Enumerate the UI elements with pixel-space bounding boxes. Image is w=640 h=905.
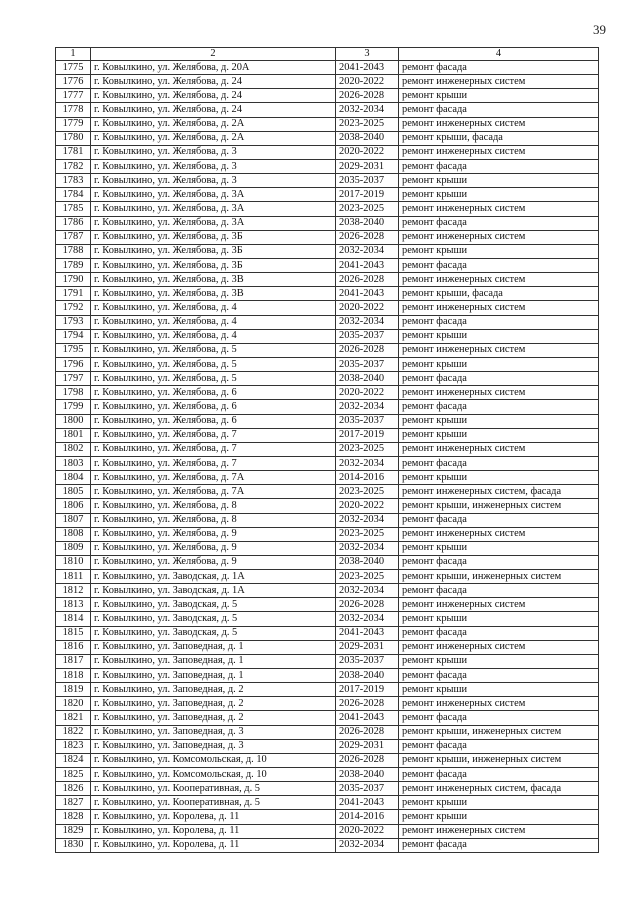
address-cell: г. Ковылкино, ул. Королева, д. 11 — [91, 824, 336, 838]
work-type-cell: ремонт крыши — [399, 428, 599, 442]
work-type-cell: ремонт инженерных систем — [399, 145, 599, 159]
row-number: 1822 — [56, 725, 91, 739]
table-row — [56, 202, 599, 216]
row-number: 1811 — [56, 570, 91, 584]
work-type-cell: ремонт фасада — [399, 456, 599, 470]
work-type-cell: ремонт фасада — [399, 258, 599, 272]
table-row — [56, 273, 599, 287]
row-number: 1798 — [56, 386, 91, 400]
table-header — [56, 48, 599, 61]
address-cell: г. Ковылкино, ул. Королева, д. 11 — [91, 838, 336, 852]
work-type-cell: ремонт фасада — [399, 372, 599, 386]
address-cell: г. Ковылкино, ул. Желябова, д. 20А — [91, 61, 336, 75]
period-cell: 2038-2040 — [336, 216, 399, 230]
row-number: 1814 — [56, 612, 91, 626]
table-row — [56, 768, 599, 782]
row-number: 1820 — [56, 697, 91, 711]
row-number: 1793 — [56, 315, 91, 329]
row-number: 1780 — [56, 131, 91, 145]
period-cell: 2035-2037 — [336, 782, 399, 796]
period-cell: 2026-2028 — [336, 753, 399, 767]
period-cell: 2032-2034 — [336, 315, 399, 329]
period-cell: 2035-2037 — [336, 654, 399, 668]
table-row — [56, 301, 599, 315]
address-cell: г. Ковылкино, ул. Желябова, д. 24 — [91, 103, 336, 117]
address-cell: г. Ковылкино, ул. Заводская, д. 5 — [91, 612, 336, 626]
period-cell: 2035-2037 — [336, 329, 399, 343]
row-number: 1803 — [56, 456, 91, 470]
address-cell: г. Ковылкино, ул. Заводская, д. 5 — [91, 598, 336, 612]
table-row — [56, 372, 599, 386]
period-cell: 2038-2040 — [336, 669, 399, 683]
address-cell: г. Ковылкино, ул. Заповедная, д. 2 — [91, 683, 336, 697]
repair-schedule-table — [55, 47, 599, 853]
address-cell: г. Ковылкино, ул. Королева, д. 11 — [91, 810, 336, 824]
address-cell: г. Ковылкино, ул. Заповедная, д. 3 — [91, 725, 336, 739]
work-type-cell: ремонт инженерных систем — [399, 117, 599, 131]
table-row — [56, 612, 599, 626]
row-number: 1777 — [56, 89, 91, 103]
period-cell: 2020-2022 — [336, 75, 399, 89]
address-cell: г. Ковылкино, ул. Желябова, д. 2А — [91, 117, 336, 131]
row-number: 1815 — [56, 626, 91, 640]
period-cell: 2035-2037 — [336, 357, 399, 371]
period-cell: 2038-2040 — [336, 372, 399, 386]
work-type-cell: ремонт крыши — [399, 244, 599, 258]
table-row — [56, 456, 599, 470]
table-row — [56, 329, 599, 343]
period-cell: 2026-2028 — [336, 343, 399, 357]
table-row — [56, 782, 599, 796]
row-number: 1801 — [56, 428, 91, 442]
work-type-cell: ремонт крыши — [399, 89, 599, 103]
table-row — [56, 386, 599, 400]
period-cell: 2041-2043 — [336, 796, 399, 810]
period-cell: 2023-2025 — [336, 570, 399, 584]
table-row — [56, 103, 599, 117]
address-cell: г. Ковылкино, ул. Желябова, д. 3А — [91, 202, 336, 216]
row-number: 1821 — [56, 711, 91, 725]
address-cell: г. Ковылкино, ул. Желябова, д. 3Б — [91, 244, 336, 258]
table-row — [56, 131, 599, 145]
table-row — [56, 711, 599, 725]
period-cell: 2023-2025 — [336, 442, 399, 456]
work-type-cell: ремонт фасада — [399, 103, 599, 117]
work-type-cell: ремонт инженерных систем, фасада — [399, 485, 599, 499]
table-row — [56, 471, 599, 485]
table-row — [56, 527, 599, 541]
table-row — [56, 739, 599, 753]
row-number: 1775 — [56, 61, 91, 75]
work-type-cell: ремонт крыши — [399, 612, 599, 626]
row-number: 1824 — [56, 753, 91, 767]
address-cell: г. Ковылкино, ул. Желябова, д. 5 — [91, 343, 336, 357]
address-cell: г. Ковылкино, ул. Желябова, д. 8 — [91, 499, 336, 513]
row-number: 1800 — [56, 414, 91, 428]
table-row — [56, 61, 599, 75]
address-cell: г. Ковылкино, ул. Желябова, д. 5 — [91, 357, 336, 371]
work-type-cell: ремонт крыши — [399, 796, 599, 810]
period-cell: 2032-2034 — [336, 612, 399, 626]
header-row — [56, 48, 599, 61]
period-cell: 2029-2031 — [336, 640, 399, 654]
address-cell: г. Ковылкино, ул. Желябова, д. 4 — [91, 301, 336, 315]
period-cell: 2020-2022 — [336, 824, 399, 838]
address-cell: г. Ковылкино, ул. Желябова, д. 4 — [91, 329, 336, 343]
row-number: 1797 — [56, 372, 91, 386]
row-number: 1812 — [56, 584, 91, 598]
row-number: 1823 — [56, 739, 91, 753]
row-number: 1786 — [56, 216, 91, 230]
address-cell: г. Ковылкино, ул. Желябова, д. 3 — [91, 159, 336, 173]
address-cell: г. Ковылкино, ул. Желябова, д. 3В — [91, 287, 336, 301]
work-type-cell: ремонт фасада — [399, 669, 599, 683]
row-number: 1791 — [56, 287, 91, 301]
table-row — [56, 753, 599, 767]
address-cell: г. Ковылкино, ул. Заповедная, д. 1 — [91, 654, 336, 668]
period-cell: 2038-2040 — [336, 555, 399, 569]
period-cell: 2026-2028 — [336, 697, 399, 711]
table-row — [56, 258, 599, 272]
address-cell: г. Ковылкино, ул. Заводская, д. 1А — [91, 570, 336, 584]
row-number: 1794 — [56, 329, 91, 343]
work-type-cell: ремонт крыши, инженерных систем — [399, 753, 599, 767]
work-type-cell: ремонт крыши — [399, 471, 599, 485]
row-number: 1805 — [56, 485, 91, 499]
table-row — [56, 541, 599, 555]
work-type-cell: ремонт крыши — [399, 541, 599, 555]
table-row — [56, 174, 599, 188]
row-number: 1783 — [56, 174, 91, 188]
period-cell: 2029-2031 — [336, 159, 399, 173]
row-number: 1806 — [56, 499, 91, 513]
address-cell: г. Ковылкино, ул. Комсомольская, д. 10 — [91, 753, 336, 767]
work-type-cell: ремонт инженерных систем — [399, 598, 599, 612]
page-number: 39 — [593, 22, 606, 37]
period-cell: 2041-2043 — [336, 626, 399, 640]
address-cell: г. Ковылкино, ул. Желябова, д. 3В — [91, 273, 336, 287]
row-number: 1825 — [56, 768, 91, 782]
period-cell: 2038-2040 — [336, 131, 399, 145]
address-cell: г. Ковылкино, ул. Комсомольская, д. 10 — [91, 768, 336, 782]
table-row — [56, 725, 599, 739]
period-cell: 2023-2025 — [336, 527, 399, 541]
column-header-1: 1 — [56, 48, 91, 61]
row-number: 1796 — [56, 357, 91, 371]
work-type-cell: ремонт крыши, инженерных систем — [399, 499, 599, 513]
row-number: 1813 — [56, 598, 91, 612]
work-type-cell: ремонт крыши — [399, 654, 599, 668]
row-number: 1819 — [56, 683, 91, 697]
period-cell: 2014-2016 — [336, 471, 399, 485]
table-row — [56, 626, 599, 640]
work-type-cell: ремонт фасада — [399, 61, 599, 75]
table-row — [56, 570, 599, 584]
address-cell: г. Ковылкино, ул. Заводская, д. 1А — [91, 584, 336, 598]
period-cell: 2032-2034 — [336, 541, 399, 555]
address-cell: г. Ковылкино, ул. Желябова, д. 3Б — [91, 230, 336, 244]
row-number: 1809 — [56, 541, 91, 555]
table-row — [56, 188, 599, 202]
row-number: 1795 — [56, 343, 91, 357]
row-number: 1785 — [56, 202, 91, 216]
address-cell: г. Ковылкино, ул. Желябова, д. 7 — [91, 428, 336, 442]
address-cell: г. Ковылкино, ул. Желябова, д. 6 — [91, 400, 336, 414]
row-number: 1799 — [56, 400, 91, 414]
row-number: 1790 — [56, 273, 91, 287]
period-cell: 2026-2028 — [336, 230, 399, 244]
period-cell: 2020-2022 — [336, 386, 399, 400]
address-cell: г. Ковылкино, ул. Желябова, д. 3Б — [91, 258, 336, 272]
period-cell: 2026-2028 — [336, 725, 399, 739]
address-cell: г. Ковылкино, ул. Заповедная, д. 3 — [91, 739, 336, 753]
table-row — [56, 287, 599, 301]
table-row — [56, 315, 599, 329]
table-row — [56, 216, 599, 230]
period-cell: 2041-2043 — [336, 61, 399, 75]
address-cell: г. Ковылкино, ул. Желябова, д. 4 — [91, 315, 336, 329]
work-type-cell: ремонт инженерных систем, фасада — [399, 782, 599, 796]
period-cell: 2026-2028 — [336, 598, 399, 612]
work-type-cell: ремонт крыши — [399, 329, 599, 343]
address-cell: г. Ковылкино, ул. Заповедная, д. 1 — [91, 669, 336, 683]
work-type-cell: ремонт инженерных систем — [399, 230, 599, 244]
work-type-cell: ремонт фасада — [399, 838, 599, 852]
period-cell: 2032-2034 — [336, 400, 399, 414]
period-cell: 2017-2019 — [336, 683, 399, 697]
period-cell: 2023-2025 — [336, 117, 399, 131]
period-cell: 2041-2043 — [336, 287, 399, 301]
work-type-cell: ремонт фасада — [399, 739, 599, 753]
row-number: 1817 — [56, 654, 91, 668]
table-row — [56, 810, 599, 824]
period-cell: 2023-2025 — [336, 202, 399, 216]
table-row — [56, 117, 599, 131]
column-header-3: 3 — [336, 48, 399, 61]
work-type-cell: ремонт фасада — [399, 555, 599, 569]
period-cell: 2032-2034 — [336, 103, 399, 117]
table-row — [56, 159, 599, 173]
row-number: 1830 — [56, 838, 91, 852]
period-cell: 2035-2037 — [336, 174, 399, 188]
period-cell: 2032-2034 — [336, 244, 399, 258]
period-cell: 2026-2028 — [336, 89, 399, 103]
row-number: 1829 — [56, 824, 91, 838]
table-row — [56, 230, 599, 244]
work-type-cell: ремонт фасада — [399, 768, 599, 782]
address-cell: г. Ковылкино, ул. Желябова, д. 6 — [91, 386, 336, 400]
table-row — [56, 697, 599, 711]
period-cell: 2041-2043 — [336, 258, 399, 272]
address-cell: г. Ковылкино, ул. Желябова, д. 3 — [91, 174, 336, 188]
work-type-cell: ремонт инженерных систем — [399, 697, 599, 711]
work-type-cell: ремонт фасада — [399, 584, 599, 598]
table-row — [56, 343, 599, 357]
work-type-cell: ремонт инженерных систем — [399, 527, 599, 541]
table-row — [56, 669, 599, 683]
table-row — [56, 598, 599, 612]
row-number: 1789 — [56, 258, 91, 272]
address-cell: г. Ковылкино, ул. Кооперативная, д. 5 — [91, 782, 336, 796]
table-row — [56, 640, 599, 654]
row-number: 1802 — [56, 442, 91, 456]
work-type-cell: ремонт крыши — [399, 810, 599, 824]
row-number: 1776 — [56, 75, 91, 89]
period-cell: 2035-2037 — [336, 414, 399, 428]
period-cell: 2032-2034 — [336, 456, 399, 470]
address-cell: г. Ковылкино, ул. Желябова, д. 8 — [91, 513, 336, 527]
address-cell: г. Ковылкино, ул. Желябова, д. 9 — [91, 555, 336, 569]
row-number: 1807 — [56, 513, 91, 527]
address-cell: г. Ковылкино, ул. Желябова, д. 7 — [91, 456, 336, 470]
work-type-cell: ремонт инженерных систем — [399, 75, 599, 89]
row-number: 1808 — [56, 527, 91, 541]
table-row — [56, 89, 599, 103]
address-cell: г. Ковылкино, ул. Желябова, д. 9 — [91, 527, 336, 541]
address-cell: г. Ковылкино, ул. Заводская, д. 5 — [91, 626, 336, 640]
table-row — [56, 796, 599, 810]
row-number: 1804 — [56, 471, 91, 485]
work-type-cell: ремонт фасада — [399, 159, 599, 173]
column-header-2: 2 — [91, 48, 336, 61]
work-type-cell: ремонт инженерных систем — [399, 442, 599, 456]
table-row — [56, 400, 599, 414]
period-cell: 2038-2040 — [336, 768, 399, 782]
table-row — [56, 654, 599, 668]
work-type-cell: ремонт инженерных систем — [399, 301, 599, 315]
period-cell: 2032-2034 — [336, 584, 399, 598]
column-header-4: 4 — [399, 48, 599, 61]
row-number: 1781 — [56, 145, 91, 159]
table-row — [56, 555, 599, 569]
work-type-cell: ремонт фасада — [399, 400, 599, 414]
row-number: 1818 — [56, 669, 91, 683]
address-cell: г. Ковылкино, ул. Заповедная, д. 2 — [91, 711, 336, 725]
table-row — [56, 499, 599, 513]
period-cell: 2032-2034 — [336, 838, 399, 852]
address-cell: г. Ковылкино, ул. Желябова, д. 7 — [91, 442, 336, 456]
period-cell: 2029-2031 — [336, 739, 399, 753]
period-cell: 2020-2022 — [336, 301, 399, 315]
period-cell: 2020-2022 — [336, 145, 399, 159]
row-number: 1828 — [56, 810, 91, 824]
table-row — [56, 414, 599, 428]
address-cell: г. Ковылкино, ул. Заповедная, д. 1 — [91, 640, 336, 654]
work-type-cell: ремонт крыши, фасада — [399, 287, 599, 301]
work-type-cell: ремонт инженерных систем — [399, 343, 599, 357]
address-cell: г. Ковылкино, ул. Желябова, д. 2А — [91, 131, 336, 145]
table-row — [56, 584, 599, 598]
row-number: 1788 — [56, 244, 91, 258]
table-row — [56, 683, 599, 697]
address-cell: г. Ковылкино, ул. Желябова, д. 24 — [91, 75, 336, 89]
work-type-cell: ремонт фасада — [399, 711, 599, 725]
address-cell: г. Ковылкино, ул. Желябова, д. 7А — [91, 471, 336, 485]
work-type-cell: ремонт фасада — [399, 626, 599, 640]
work-type-cell: ремонт инженерных систем — [399, 824, 599, 838]
table-row — [56, 442, 599, 456]
work-type-cell: ремонт фасада — [399, 315, 599, 329]
table-row — [56, 145, 599, 159]
table-row — [56, 838, 599, 852]
work-type-cell: ремонт инженерных систем — [399, 273, 599, 287]
table-row — [56, 357, 599, 371]
work-type-cell: ремонт крыши — [399, 357, 599, 371]
table-body — [56, 61, 599, 853]
address-cell: г. Ковылкино, ул. Желябова, д. 9 — [91, 541, 336, 555]
table-row — [56, 244, 599, 258]
work-type-cell: ремонт крыши — [399, 188, 599, 202]
row-number: 1826 — [56, 782, 91, 796]
period-cell: 2014-2016 — [336, 810, 399, 824]
row-number: 1782 — [56, 159, 91, 173]
work-type-cell: ремонт крыши, инженерных систем — [399, 725, 599, 739]
row-number: 1816 — [56, 640, 91, 654]
work-type-cell: ремонт инженерных систем — [399, 202, 599, 216]
work-type-cell: ремонт крыши, инженерных систем — [399, 570, 599, 584]
row-number: 1810 — [56, 555, 91, 569]
address-cell: г. Ковылкино, ул. Желябова, д. 24 — [91, 89, 336, 103]
table-row — [56, 428, 599, 442]
work-type-cell: ремонт фасада — [399, 513, 599, 527]
work-type-cell: ремонт фасада — [399, 216, 599, 230]
address-cell: г. Ковылкино, ул. Желябова, д. 3А — [91, 216, 336, 230]
row-number: 1792 — [56, 301, 91, 315]
row-number: 1779 — [56, 117, 91, 131]
row-number: 1778 — [56, 103, 91, 117]
address-cell: г. Ковылкино, ул. Кооперативная, д. 5 — [91, 796, 336, 810]
period-cell: 2023-2025 — [336, 485, 399, 499]
table-row — [56, 75, 599, 89]
row-number: 1787 — [56, 230, 91, 244]
address-cell: г. Ковылкино, ул. Желябова, д. 6 — [91, 414, 336, 428]
work-type-cell: ремонт инженерных систем — [399, 640, 599, 654]
period-cell: 2032-2034 — [336, 513, 399, 527]
work-type-cell: ремонт крыши — [399, 174, 599, 188]
address-cell: г. Ковылкино, ул. Желябова, д. 7А — [91, 485, 336, 499]
address-cell: г. Ковылкино, ул. Желябова, д. 3 — [91, 145, 336, 159]
table-row — [56, 513, 599, 527]
work-type-cell: ремонт инженерных систем — [399, 386, 599, 400]
period-cell: 2026-2028 — [336, 273, 399, 287]
period-cell: 2017-2019 — [336, 428, 399, 442]
table-row — [56, 485, 599, 499]
address-cell: г. Ковылкино, ул. Желябова, д. 5 — [91, 372, 336, 386]
work-type-cell: ремонт крыши, фасада — [399, 131, 599, 145]
work-type-cell: ремонт крыши — [399, 683, 599, 697]
period-cell: 2041-2043 — [336, 711, 399, 725]
work-type-cell: ремонт крыши — [399, 414, 599, 428]
period-cell: 2020-2022 — [336, 499, 399, 513]
address-cell: г. Ковылкино, ул. Желябова, д. 3А — [91, 188, 336, 202]
table-row — [56, 824, 599, 838]
address-cell: г. Ковылкино, ул. Заповедная, д. 2 — [91, 697, 336, 711]
row-number: 1827 — [56, 796, 91, 810]
period-cell: 2017-2019 — [336, 188, 399, 202]
row-number: 1784 — [56, 188, 91, 202]
